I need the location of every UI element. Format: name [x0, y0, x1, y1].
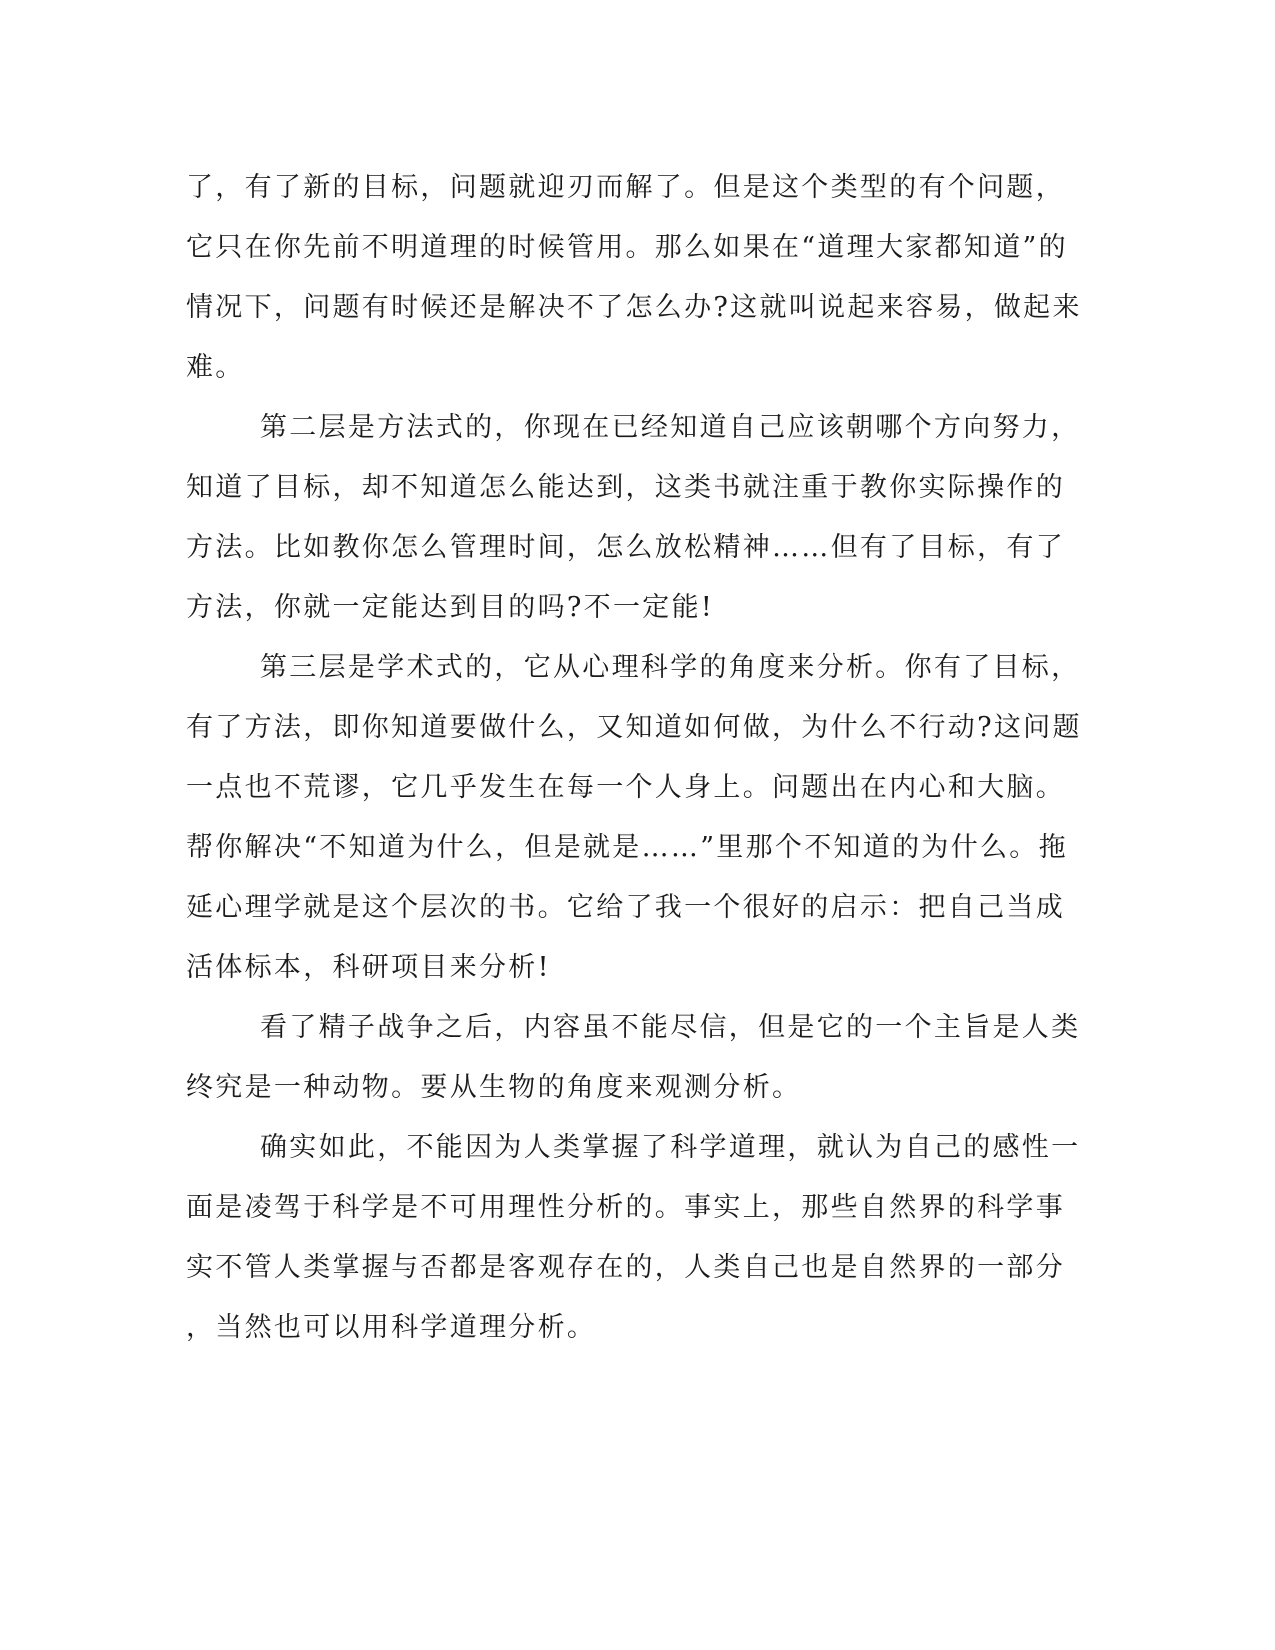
paragraph-first-line: 看了精子战争之后，内容虽不能尽信，但是它的一个主旨是人类 — [260, 1012, 1081, 1043]
text-line: 有了方法，即你知道要做什么，又知道如何做，为什么不行动?这问题 — [186, 712, 1082, 743]
text-line: 一点也不荒谬，它几乎发生在每一个人身上。问题出在内心和大脑。 — [186, 772, 1065, 803]
text-line: 延心理学就是这个层次的书。它给了我一个很好的启示：把自己当成 — [186, 892, 1065, 923]
text-line: 了，有了新的目标，问题就迎刃而解了。但是这个类型的有个问题， — [186, 172, 1065, 203]
text-line: 实不管人类掌握与否都是客观存在的，人类自己也是自然界的一部分 — [186, 1252, 1065, 1283]
text-line: 难。 — [186, 352, 245, 383]
text-line: ，当然也可以用科学道理分析。 — [186, 1312, 597, 1343]
paragraph-first-line: 第三层是学术式的，它从心理科学的角度来分析。你有了目标， — [260, 652, 1081, 683]
text-line: 活体标本，科研项目来分析! — [186, 952, 551, 983]
text-line: 它只在你先前不明道理的时候管用。那么如果在“道理大家都知道”的 — [186, 232, 1068, 263]
text-line: 面是凌驾于科学是不可用理性分析的。事实上，那些自然界的科学事 — [186, 1192, 1065, 1223]
text-line: 方法。比如教你怎么管理时间，怎么放松精神……但有了目标，有了 — [186, 532, 1065, 563]
paragraph-first-line: 确实如此，不能因为人类掌握了科学道理，就认为自己的感性一 — [260, 1132, 1081, 1163]
text-line: 方法，你就一定能达到目的吗?不一定能! — [186, 592, 715, 623]
text-line: 情况下，问题有时候还是解决不了怎么办?这就叫说起来容易，做起来 — [186, 292, 1082, 323]
text-line: 知道了目标，却不知道怎么能达到，这类书就注重于教你实际操作的 — [186, 472, 1065, 503]
document-body — [186, 158, 1086, 1358]
text-line: 帮你解决“不知道为什么，但是就是……”里那个不知道的为什么。拖 — [186, 832, 1068, 863]
paragraph-first-line: 第二层是方法式的，你现在已经知道自己应该朝哪个方向努力， — [260, 412, 1081, 443]
text-line: 终究是一种动物。要从生物的角度来观测分析。 — [186, 1072, 802, 1103]
